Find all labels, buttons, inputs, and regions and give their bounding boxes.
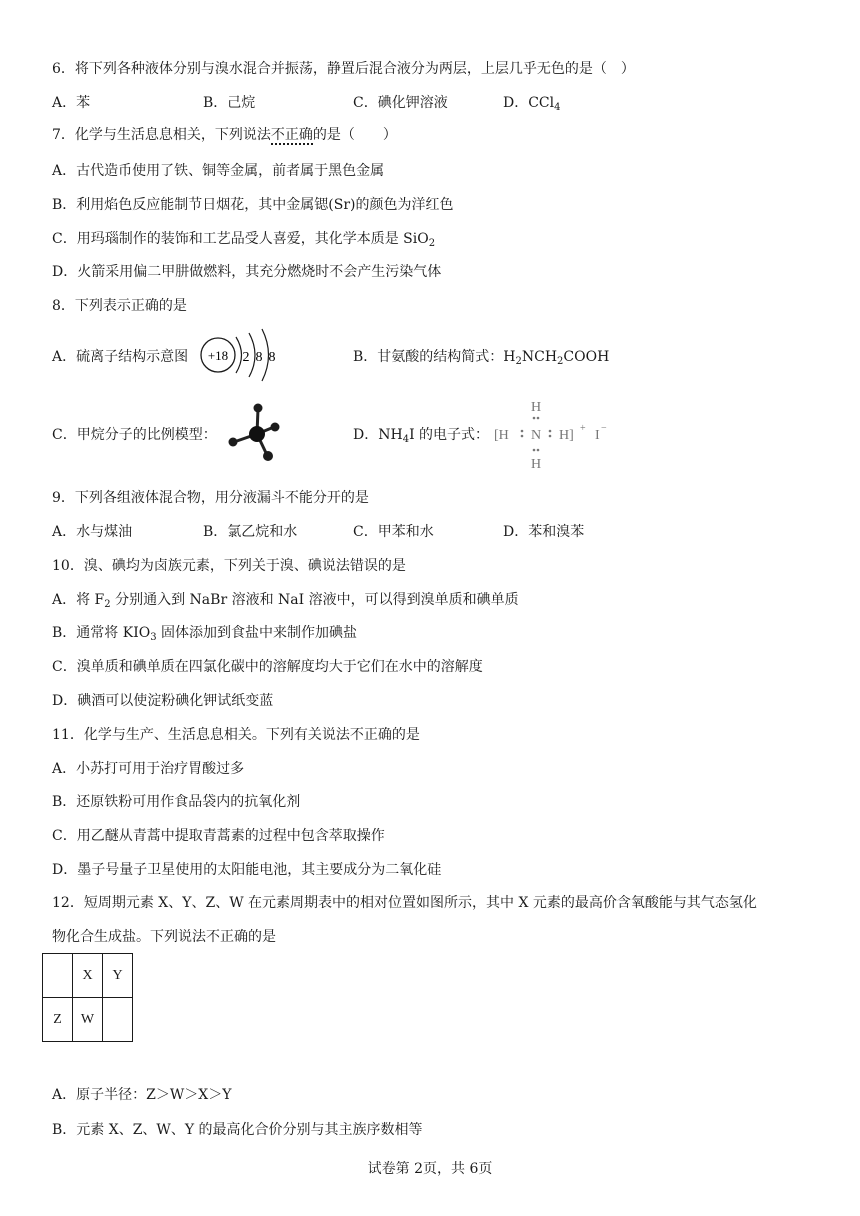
q10-option-c: C．溴单质和碘单质在四氯化碳中的溶解度均大于它们在水中的溶解度 bbox=[52, 659, 483, 675]
grid-cell: X bbox=[73, 954, 103, 998]
svg-text:−: − bbox=[601, 423, 607, 434]
q6-option-a: A．苯 bbox=[52, 95, 91, 111]
q9-stem: 9．下列各组液体混合物，用分液漏斗不能分开的是 bbox=[52, 490, 369, 506]
svg-text:H: H bbox=[530, 400, 542, 415]
svg-text:H: H bbox=[530, 457, 542, 472]
svg-text:H]: H] bbox=[559, 428, 574, 443]
q10-option-b: B．通常将 $KIO_3$ 固体添加到食盐中来制作加碘盐 bbox=[52, 625, 358, 643]
shell-3-electrons: 8 bbox=[268, 350, 276, 365]
q7-option-d: D．火箭采用偏二甲肼做燃料，其充分燃烧时不会产生污染气体 bbox=[52, 264, 442, 280]
q11-option-b: B．还原铁粉可用作食品袋内的抗氧化剂 bbox=[52, 794, 301, 810]
shell-1-electrons: 2 bbox=[242, 350, 250, 365]
q7-stem: 7．化学与生活息息相关，下列说法不正确的是（ ） bbox=[52, 127, 397, 143]
q12-stem-line-1: 12．短周期元素 X、Y、Z、W 在元素周期表中的相对位置如图所示，其中 X 元素的最高价含氧酸能与其气态氢化 bbox=[52, 895, 757, 911]
sulfide-ion-structure-diagram bbox=[196, 326, 288, 384]
q11-option-c: C．用乙醚从青蒿中提取青蒿素的过程中包含萃取操作 bbox=[52, 828, 385, 844]
q12-option-a: A．原子半径：Z＞W＞X＞Y bbox=[52, 1087, 232, 1103]
q7-emphasis: 不正确 bbox=[270, 127, 313, 143]
page-footer: 试卷第 2页，共 6页 bbox=[367, 1161, 493, 1177]
q11-option-d: D．墨子号量子卫星使用的太阳能电池，其主要成分为二氧化硅 bbox=[52, 862, 442, 878]
shell-2-electrons: 8 bbox=[255, 350, 263, 365]
q10-option-d: D．碘酒可以使淀粉碘化钾试纸变蓝 bbox=[52, 693, 274, 709]
periodic-table-grid bbox=[42, 953, 133, 1042]
q6-option-c: C．碘化钾溶液 bbox=[353, 95, 448, 111]
q10-option-a: A．将 $F_2$ 分别通入到 NaBr 溶液和 NaI 溶液中，可以得到溴单质和碘单质 bbox=[52, 592, 519, 610]
q7-option-b: B．利用焰色反应能制节日烟花，其中金属锶(Sr)的颜色为洋红色 bbox=[52, 197, 454, 213]
q8-option-a: A．硫离子结构示意图 bbox=[52, 349, 189, 365]
q9-option-a: A．水与煤油 bbox=[52, 524, 133, 540]
ammonium-iodide-electron-formula bbox=[488, 396, 618, 472]
q8-option-d: D．$NH_4I$ 的电子式： bbox=[353, 427, 490, 445]
grid-row bbox=[43, 998, 133, 1042]
q8-option-c: C．甲烷分子的比例模型： bbox=[52, 427, 217, 443]
grid-cell bbox=[103, 998, 133, 1042]
q11-stem: 11．化学与生产、生活息息相关。下列有关说法不正确的是 bbox=[52, 727, 420, 743]
q6-option-d: D．CCl$_4$ bbox=[503, 95, 561, 113]
grid-cell: Z bbox=[43, 998, 73, 1042]
svg-text:[H: [H bbox=[494, 428, 509, 443]
q12-stem-line-2: 物化合生成盐。下列说法不正确的是 bbox=[52, 929, 276, 945]
q6-stem: 6．将下列各种液体分别与溴水混合并振荡，静置后混合液分为两层，上层几乎无色的是（ ） bbox=[52, 61, 635, 77]
methane-model-image bbox=[225, 400, 285, 464]
q9-option-b: B．氯乙烷和水 bbox=[203, 524, 298, 540]
q12-option-b: B．元素 X、Z、W、Y 的最高化合价分别与其主族序数相等 bbox=[52, 1122, 423, 1138]
q6-option-b: B．己烷 bbox=[203, 95, 256, 111]
svg-text:I: I bbox=[595, 428, 600, 443]
svg-text:N: N bbox=[530, 428, 542, 443]
q9-option-d: D．苯和溴苯 bbox=[503, 524, 585, 540]
q10-stem: 10．溴、碘均为卤族元素，下列关于溴、碘说法错误的是 bbox=[52, 558, 406, 574]
q9-option-c: C．甲苯和水 bbox=[353, 524, 434, 540]
nucleus-charge: +18 bbox=[207, 348, 229, 363]
grid-cell bbox=[43, 954, 73, 998]
grid-cell: W bbox=[73, 998, 103, 1042]
q8-option-b: B．甘氨酸的结构简式：$H_2NCH_2COOH$ bbox=[353, 349, 610, 367]
q8-stem: 8．下列表示正确的是 bbox=[52, 298, 187, 314]
grid-cell: Y bbox=[103, 954, 133, 998]
svg-text:+: + bbox=[580, 423, 586, 434]
q7-option-a: A．古代造币使用了铁、铜等金属，前者属于黑色金属 bbox=[52, 163, 385, 179]
q7-option-c: C．用玛瑙制作的装饰和工艺品受人喜爱，其化学本质是 SiO$_2$ bbox=[52, 231, 436, 249]
grid-row bbox=[43, 954, 133, 998]
q11-option-a: A．小苏打可用于治疗胃酸过多 bbox=[52, 761, 245, 777]
